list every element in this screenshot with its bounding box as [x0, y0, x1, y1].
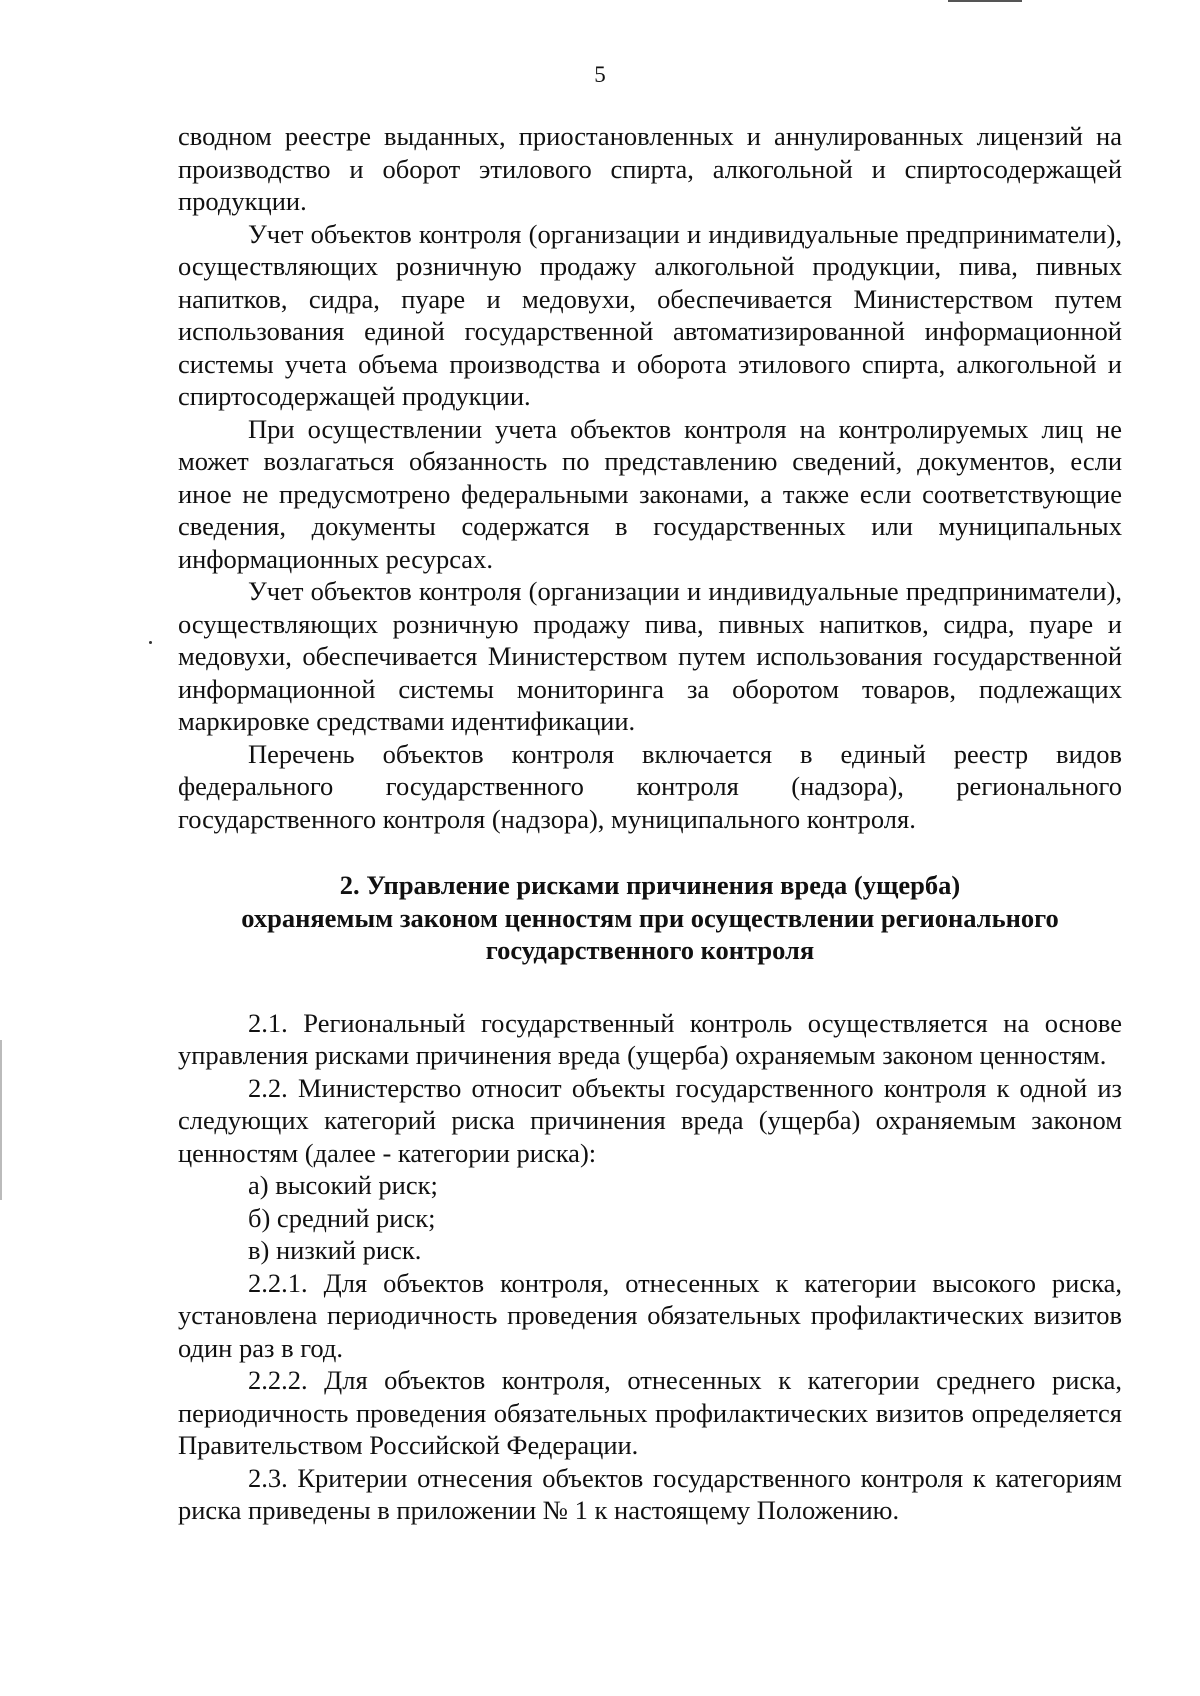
- paragraph: 2.2. Министерство относит объекты государственного контроля к одной из следующих категорий риска причинения вреда (ущерба) охраняемым законом ценностям (далее - категории риска):: [178, 1072, 1122, 1168]
- paragraph: 2.1. Региональный государственный контроль осуществляется на основе управления рисками причинения вреда (ущерба) охраняемым законом ценностям.: [178, 1007, 1122, 1070]
- page-number: 5: [594, 62, 606, 87]
- paragraph: Перечень объектов контроля включается в единый реестр видов федерального государственного контроля (надзора), регионального государственного контроля (надзора), муниципального контроля.: [178, 738, 1122, 834]
- paragraph: 2.3. Критерии отнесения объектов государственного контроля к категориям риска приведены в приложении № 1 к настоящему Положению.: [178, 1462, 1122, 1525]
- paragraph: Учет объектов контроля (организации и индивидуальные предприниматели), осуществляющих розничную продажу пива, пивных напитков, сидра, пуаре и медовухи, обеспечивается Министерством путем использования государственной информационной системы мониторинга за оборотом товаров, подлежащих маркировке средствами идентификации.: [178, 576, 1122, 736]
- paragraph: При осуществлении учета объектов контроля на контролируемых лиц не может возлагаться обязанность по представлению сведений, документов, если иное не предусмотрено федеральными законами, а также если соответствующие сведения, документы содержатся в государственных или муниципальных информационных ресурсах.: [178, 413, 1122, 574]
- scan-artifact-top: [948, 0, 1022, 2]
- paragraph: Учет объектов контроля (организации и индивидуальные предприниматели), осуществляющих розничную продажу алкогольной продукции, пива, пивных напитков, сидра, пуаре и медовухи, обеспечивается Министерством путем использования единой государственной автоматизированной информационной системы учета объема производства и оборота этилового спирта, алкогольной и спиртосодержащей продукции.: [178, 218, 1122, 411]
- document-body: [178, 120, 1122, 1527]
- section-heading-line: государственного контроля: [485, 935, 815, 965]
- paragraph: 2.2.1. Для объектов контроля, отнесенных к категории высокого риска, установлена периодичность проведения обязательных профилактических визитов один раз в год.: [178, 1267, 1122, 1363]
- list-item: в) низкий риск.: [248, 1235, 422, 1265]
- paragraph: сводном реестре выданных, приостановленных и аннулированных лицензий на производство и оборот этилового спирта, алкогольной и спиртосодержащей продукции.: [178, 121, 1122, 216]
- section-heading: [178, 869, 1122, 967]
- list-item: б) средний риск;: [248, 1202, 436, 1233]
- scan-artifact-left: [0, 1040, 2, 1200]
- list-item: а) высокий риск;: [248, 1170, 438, 1200]
- scan-artifact-dot: [149, 641, 152, 644]
- section-heading-line: 2. Управление рисками причинения вреда (ущерба): [339, 870, 961, 900]
- paragraph: 2.2.2. Для объектов контроля, отнесенных к категории среднего риска, периодичность проведения обязательных профилактических визитов определяется Правительством Российской Федерации.: [178, 1365, 1122, 1460]
- section-heading-line: охраняемым законом ценностям при осуществлении регионального: [241, 902, 1059, 933]
